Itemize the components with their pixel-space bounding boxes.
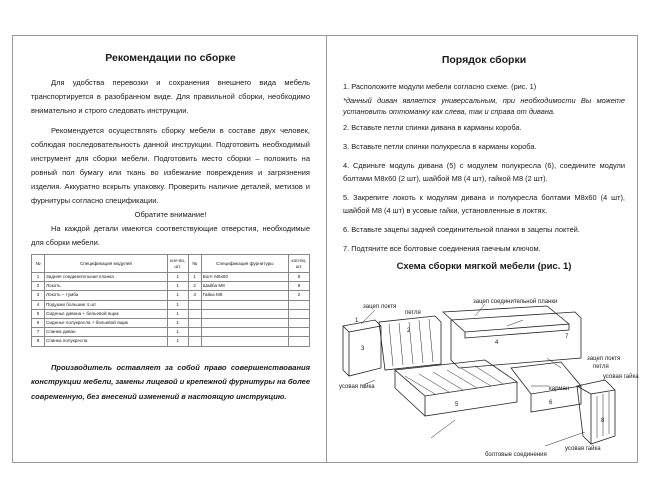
right-page	[327, 36, 639, 462]
part-number: 7	[565, 334, 569, 340]
part-number: 2	[407, 328, 411, 334]
part-number: 5	[455, 402, 459, 408]
paragraph-transport: Для удобства перевозки и сохранения внешнего вида мебель транспортируется в разобранном виде. Для правильной сборки, необходимо внимательно и строго следовать инструкции.	[31, 78, 310, 115]
cell-no: 8	[32, 337, 45, 346]
cell-qty2	[289, 300, 310, 309]
cell-no2: 2	[188, 282, 201, 291]
cell-no: 4	[32, 300, 45, 309]
part-number: 6	[549, 400, 553, 406]
assembly-recommendations-title: Рекомендации по сборке	[105, 52, 236, 64]
sofa-back-drawing	[379, 316, 441, 370]
label-loop-2: петля	[593, 364, 609, 370]
cell-no2	[188, 309, 201, 318]
attention-heading: Обратите внимание!	[134, 210, 207, 219]
cell-fitting: Шайба М8	[201, 282, 288, 291]
label-pocket: карман	[549, 386, 570, 392]
cell-module: Спинка диван	[45, 328, 168, 337]
part-number: 4	[495, 340, 499, 346]
cell-module: Сиденье полукресла + бельевой ящик	[45, 318, 168, 327]
col-header-fittings: Спецификация фурнитуры	[201, 255, 288, 273]
cell-fitting	[201, 337, 288, 346]
step-1-note: *данный диван является универсальным, при необходимости Вы можете установить оттоманку как слева, так и справа от дивана.	[343, 96, 625, 116]
label-bolts: болтовые соединения	[485, 452, 547, 458]
cell-fitting	[201, 318, 288, 327]
step-4: 4. Сдвиньте модуль дивана (5) с модулем полукресла (6), соедините модули болтами М8х60 (2 шт), шайбой М8 (4 шт), гайкой М8 (2 шт).	[343, 161, 625, 183]
table-row	[32, 291, 310, 300]
table-row	[32, 273, 310, 282]
cell-fitting	[201, 328, 288, 337]
cell-qty2	[289, 328, 310, 337]
table-row	[32, 337, 310, 346]
manufacturer-note: Производитель оставляет за собой право совершенствования конструкции мебели, замены лицевой и крепежной фурнитуры на более современную, без внесений изменений в настоящую инструкцию.	[31, 362, 310, 401]
cell-no: 6	[32, 318, 45, 327]
left-page	[13, 36, 326, 462]
assembly-order-title: Порядок сборки	[441, 54, 527, 66]
label-hook-elbow: зацеп локтя	[363, 304, 397, 310]
label-hook-plank: зацеп соединительной планки	[473, 299, 558, 305]
cell-qty: 1	[167, 300, 188, 309]
assembly-diagram	[335, 298, 639, 458]
label-loop: петля	[405, 310, 421, 316]
table-row	[32, 282, 310, 291]
cell-fitting: Гайка М8	[201, 291, 288, 300]
instruction-sheet	[12, 35, 638, 463]
label-nut: усовая гайка	[339, 384, 375, 390]
step-1: 1. Расположите модули мебели согласно схеме. (рис. 1)	[343, 82, 537, 91]
cell-no: 2	[32, 282, 45, 291]
cell-qty2	[289, 318, 310, 327]
table-row	[32, 309, 310, 318]
right-elbow-drawing	[577, 380, 615, 444]
cell-fitting: Болт М8х60	[201, 273, 288, 282]
back-plank-drawing	[443, 306, 569, 338]
cell-module: Сиденье дивана + бельевой ящик	[45, 309, 168, 318]
cell-fitting	[201, 300, 288, 309]
table-row	[32, 328, 310, 337]
table-row	[32, 318, 310, 327]
part-number: 3	[361, 346, 365, 352]
col-header-qty2: кол-во, шт.	[289, 255, 310, 273]
table-header-row	[32, 255, 310, 273]
cell-qty: 1	[167, 337, 188, 346]
cell-qty: 1	[167, 291, 188, 300]
cell-qty: 1	[167, 282, 188, 291]
cell-module: Локоть – тумба	[45, 291, 168, 300]
cell-qty: 1	[167, 328, 188, 337]
diagram-title: Схема сборки мягкой мебели (рис. 1)	[396, 261, 572, 272]
cell-no2	[188, 318, 201, 327]
cell-no2	[188, 300, 201, 309]
cell-qty2	[289, 337, 310, 346]
paragraph-assembly-advice: Рекомендуется осуществлять сборку мебели в составе двух человек, соблюдая последовательность данной инструкции. Подготовить необходимый инструмент для сборки мебели. Подготовить место сборки – положить на ровный пол бумагу или ткань во избежание повреждения и загрязнения изделия. Аккуратно вскрыть упаковку. Проверить наличие деталей, метизов и фурнитуры согласно спецификации.	[31, 126, 310, 205]
step-5: 5. Закрепите локоть к модулям дивана и полукресла болтами М8х60 (4 шт), шайбой М8 (4 шт) в усовые гайки, установленные в локтях.	[343, 193, 625, 215]
col-header-qty: кол-во, шт.	[167, 255, 188, 273]
table-row	[32, 300, 310, 309]
cell-fitting	[201, 309, 288, 318]
cell-qty2: 6	[289, 273, 310, 282]
step-3: 3. Вставьте петли спинки полукресла в карманы короба.	[343, 142, 537, 151]
cell-qty2	[289, 309, 310, 318]
step-2: 2. Вставьте петли спинки дивана в карманы короба.	[343, 123, 522, 132]
cell-no2	[188, 337, 201, 346]
step-7: 7. Подтяните все болтовые соединения гаечным ключом.	[343, 244, 541, 253]
col-header-no: №	[32, 255, 45, 273]
cell-no2	[188, 328, 201, 337]
col-header-modules: Спецификация модулей	[45, 255, 168, 273]
label-nut-3: усовая гайка	[565, 446, 601, 452]
label-nut-2: усовая гайка	[603, 374, 639, 380]
halfchair-seat-drawing	[511, 362, 581, 412]
cell-no2: 1	[188, 273, 201, 282]
cell-module: Спинка полукресла	[45, 337, 168, 346]
cell-no: 3	[32, 291, 45, 300]
part-number: 1	[355, 318, 359, 324]
paragraph-holes: На каждой детали имеются соответствующие отверстия, необходимые для сборки мебели.	[31, 224, 310, 247]
part-number: 8	[601, 418, 605, 424]
cell-module: Задняя соединительная планка	[45, 273, 168, 282]
step-6: 6. Вставьте зацепы задней соединительной планки в зацепы локтей.	[343, 225, 580, 234]
cell-module: Локоть	[45, 282, 168, 291]
label-hook-elbow-2: зацеп локтя	[587, 356, 621, 362]
cell-no: 1	[32, 273, 45, 282]
cell-qty2: 2	[289, 291, 310, 300]
specification-table	[31, 254, 310, 347]
cell-qty: 1	[167, 273, 188, 282]
col-header-no2: №	[188, 255, 201, 273]
ottoman-back-drawing	[451, 312, 581, 368]
cell-no2: 3	[188, 291, 201, 300]
cell-qty: 1	[167, 309, 188, 318]
cell-module: Подушки большие 4 шт	[45, 300, 168, 309]
cell-qty2: 8	[289, 282, 310, 291]
cell-no: 5	[32, 309, 45, 318]
cell-qty: 1	[167, 318, 188, 327]
cell-no: 7	[32, 328, 45, 337]
